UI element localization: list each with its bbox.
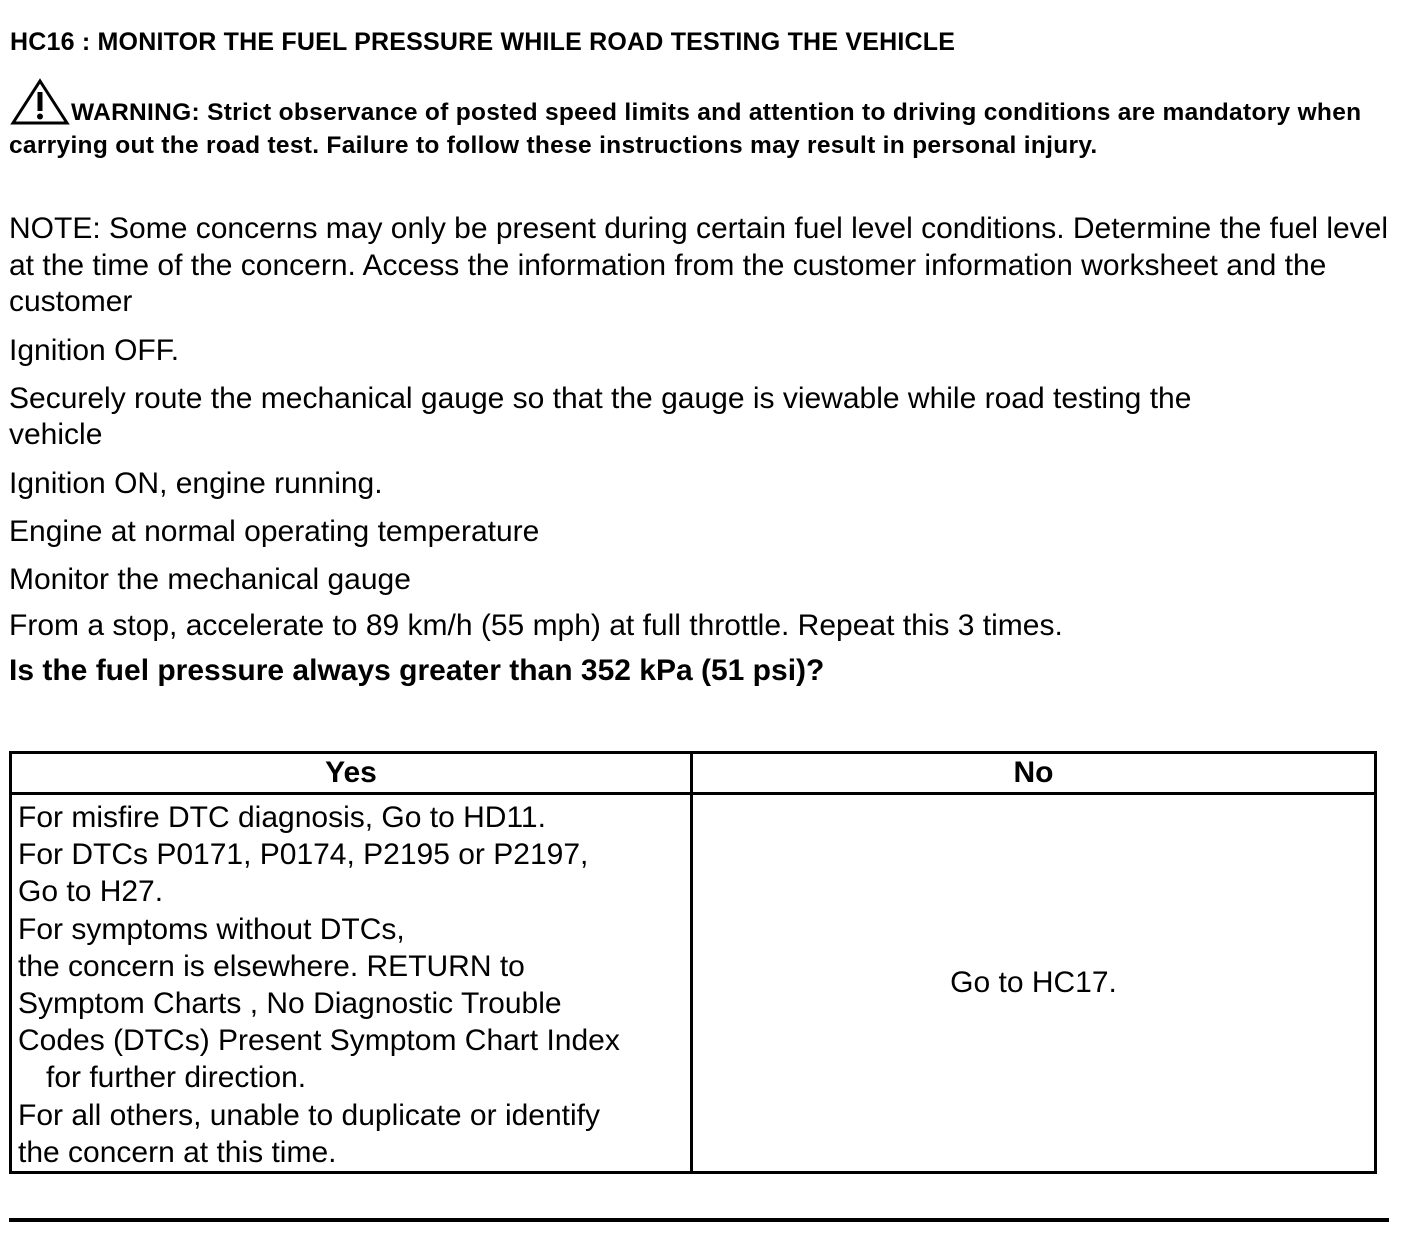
- warning-text: WARNING: Strict observance of posted speed limits and attention to driving conditions are mandatory when carrying out the road test. Failure to follow these instructions may result in personal injury.: [9, 99, 1362, 159]
- answer-table-row: [11, 794, 1376, 1173]
- no-header: No: [692, 753, 1376, 794]
- answer-table-header: [11, 753, 1376, 794]
- yes-line: For misfire DTC diagnosis, Go to HD11.: [18, 801, 546, 834]
- step-ignition-on: Ignition ON, engine running.: [9, 467, 383, 500]
- warning-triangle-icon: [9, 78, 71, 126]
- yes-line: the concern at this time.: [18, 1135, 337, 1169]
- yes-line: the concern is elsewhere. RETURN to: [18, 949, 525, 983]
- step-route-gauge: Securely route the mechanical gauge so that the gauge is viewable while road testing the: [9, 382, 1192, 415]
- step-ignition-off: Ignition OFF.: [9, 334, 180, 367]
- question-text: Is the fuel pressure always greater than 352 kPa (51 psi)?: [9, 654, 825, 687]
- step-engine-temperature: Engine at normal operating temperature: [9, 515, 540, 548]
- step-route-gauge-continued: vehicle: [9, 418, 103, 451]
- note-text: NOTE: Some concerns may only be present during certain fuel level conditions. Determine the fuel level at the time of the concern. Access the information from the customer information worksheet and the customer: [9, 212, 1389, 318]
- yes-cell: [11, 794, 692, 1173]
- step-accelerate: From a stop, accelerate to 89 km/h (55 mph) at full throttle. Repeat this 3 times.: [9, 609, 1063, 642]
- yes-line: Go to H27.: [18, 875, 164, 909]
- warning-block: [9, 78, 1394, 162]
- yes-line: For symptoms without DTCs,: [18, 912, 405, 946]
- yes-line: For DTCs P0171, P0174, P2195 or P2197,: [18, 838, 589, 872]
- step-monitor-gauge: Monitor the mechanical gauge: [9, 563, 411, 596]
- yes-line: For all others, unable to duplicate or identify: [18, 1098, 600, 1132]
- yes-line: for further direction.: [46, 1061, 307, 1095]
- procedure-title: HC16 : MONITOR THE FUEL PRESSURE WHILE ROAD TESTING THE VEHICLE: [10, 28, 956, 56]
- yes-line: Codes (DTCs) Present Symptom Chart Index: [18, 1024, 620, 1058]
- yes-line: Symptom Charts , No Diagnostic Trouble: [18, 987, 562, 1021]
- no-cell: Go to HC17.: [692, 794, 1376, 1173]
- answer-table: [9, 751, 1377, 1174]
- bottom-divider: [9, 1218, 1389, 1222]
- yes-header: Yes: [11, 753, 692, 794]
